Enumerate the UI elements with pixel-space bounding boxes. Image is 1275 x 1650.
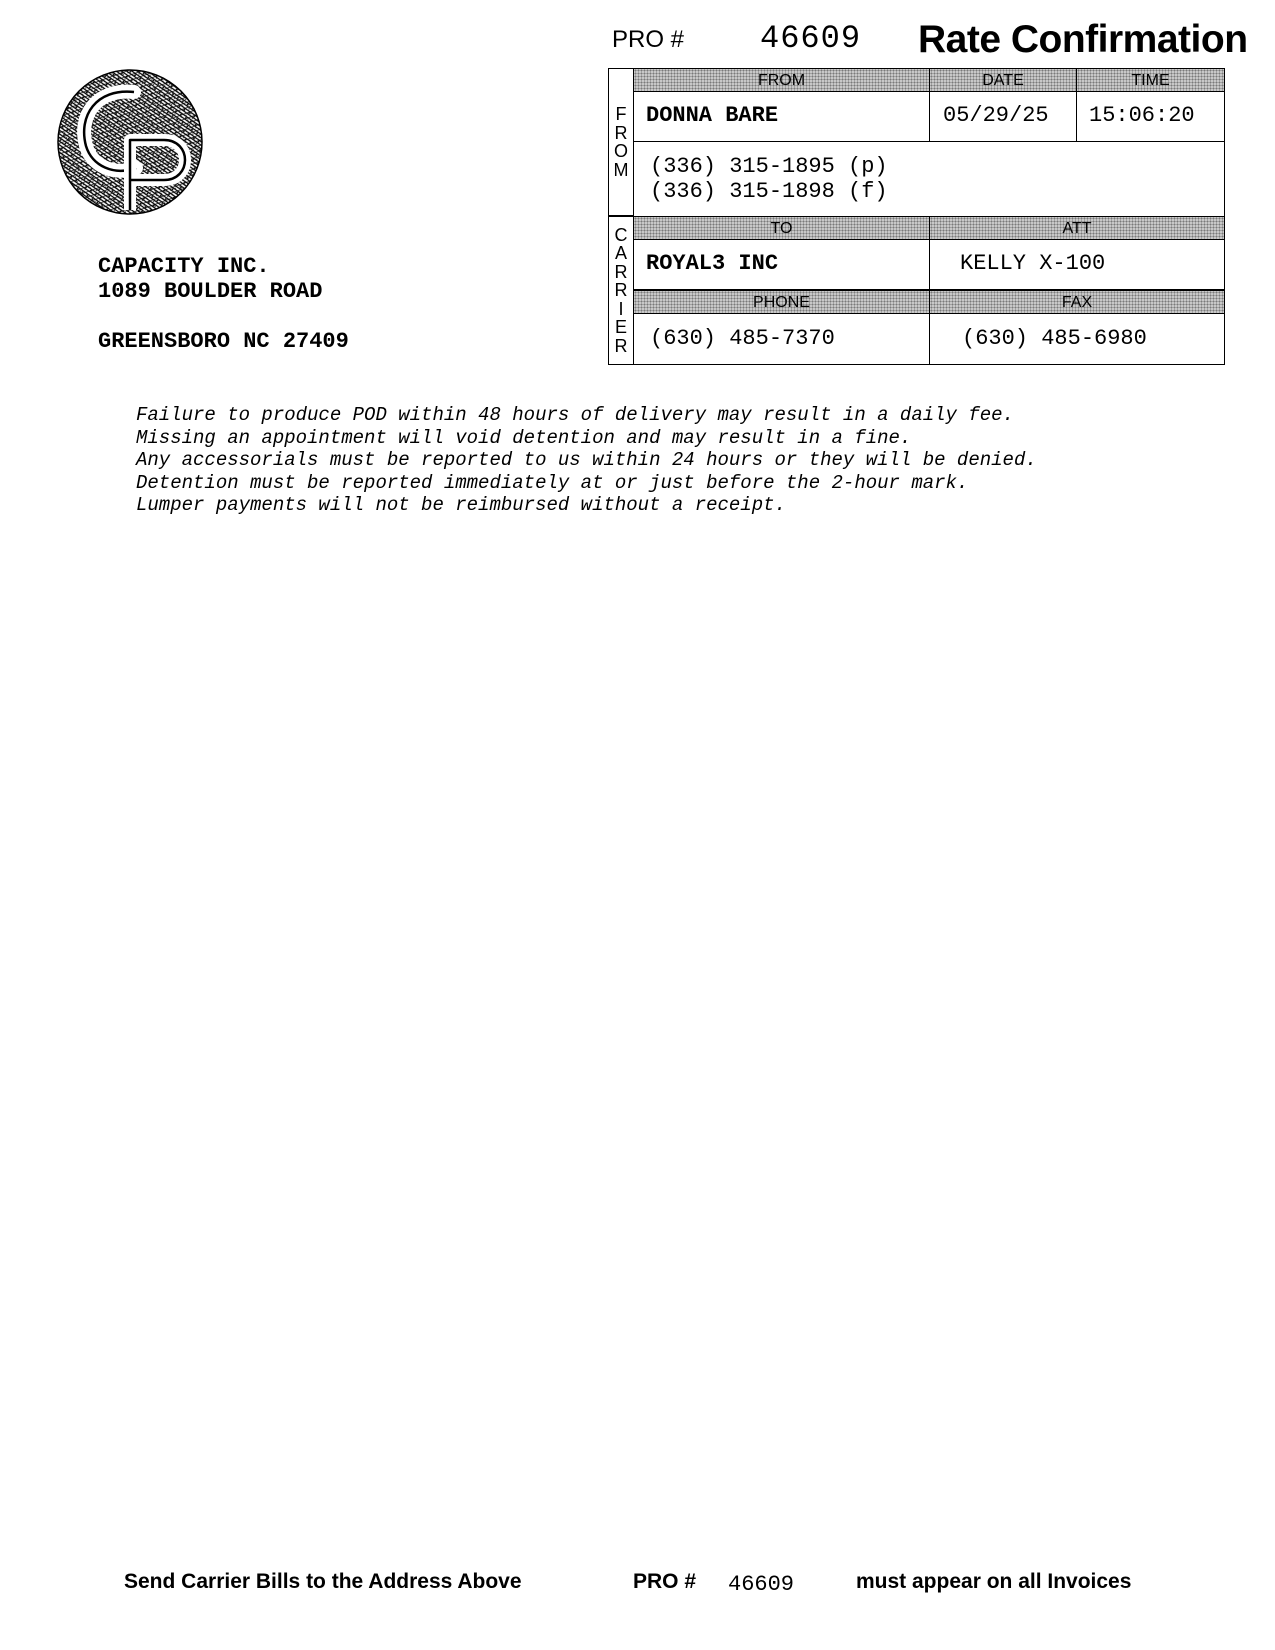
pro-label: PRO # bbox=[612, 26, 685, 53]
company-street: 1089 BOULDER ROAD bbox=[98, 279, 323, 304]
date-value: 05/29/25 bbox=[943, 103, 1049, 128]
side-letter: F bbox=[615, 104, 627, 124]
carrier-side-label bbox=[608, 216, 634, 365]
footer-send-text: Send Carrier Bills to the Address Above bbox=[124, 1570, 522, 1593]
side-letter: M bbox=[613, 159, 629, 180]
carrier-att: KELLY X-100 bbox=[960, 251, 1106, 276]
document-title: Rate Confirmation bbox=[918, 18, 1248, 61]
carrier-name: ROYAL3 INC bbox=[646, 251, 779, 276]
carrier-fax: (630) 485-6980 bbox=[962, 326, 1147, 351]
side-letter: O bbox=[613, 141, 628, 161]
side-letter: C bbox=[614, 224, 628, 245]
side-letter: E bbox=[614, 317, 627, 338]
att-header: ATT bbox=[929, 216, 1225, 240]
date-cell bbox=[929, 91, 1077, 142]
from-contact-cell bbox=[633, 141, 1225, 217]
company-city-state-zip: GREENSBORO NC 27409 bbox=[98, 329, 349, 354]
side-letter: I bbox=[618, 298, 624, 319]
pro-number: 46609 bbox=[760, 20, 862, 57]
side-letter: R bbox=[614, 261, 628, 282]
time-header: TIME bbox=[1076, 68, 1225, 92]
company-address bbox=[98, 254, 349, 354]
side-letter: R bbox=[614, 280, 628, 301]
fax-header: FAX bbox=[929, 290, 1225, 314]
cp-logo-icon bbox=[56, 68, 204, 216]
carrier-fax-cell bbox=[929, 313, 1225, 365]
from-header: FROM bbox=[633, 68, 930, 92]
notice-line: Any accessorials must be reported to us within 24 hours or they will be denied. bbox=[136, 449, 1037, 471]
footer-must-text: must appear on all Invoices bbox=[856, 1570, 1132, 1593]
to-header: TO bbox=[633, 216, 930, 240]
carrier-phone-cell bbox=[633, 313, 930, 365]
carrier-att-cell bbox=[929, 239, 1225, 290]
time-cell bbox=[1076, 91, 1225, 142]
notice-line: Failure to produce POD within 48 hours of delivery may result in a daily fee. bbox=[136, 404, 1014, 426]
from-fax: (336) 315-1898 (f) bbox=[650, 179, 888, 204]
phone-header: PHONE bbox=[633, 290, 930, 314]
from-name-cell bbox=[633, 91, 930, 142]
side-letter: R bbox=[614, 335, 628, 356]
notice-line: Missing an appointment will void detention and may result in a fine. bbox=[136, 426, 912, 449]
carrier-to-cell bbox=[633, 239, 930, 290]
from-phone: (336) 315-1895 (p) bbox=[650, 154, 888, 179]
footer-pro-label: PRO # bbox=[633, 1570, 697, 1593]
company-name: CAPACITY INC. bbox=[98, 254, 270, 279]
side-letter: R bbox=[614, 122, 628, 143]
footer-pro-number: 46609 bbox=[728, 1572, 795, 1597]
from-side-label bbox=[608, 68, 634, 216]
side-letter: A bbox=[614, 243, 627, 264]
carrier-phone: (630) 485-7370 bbox=[650, 326, 835, 351]
notices bbox=[136, 404, 1037, 517]
notice-line: Lumper payments will not be reimbursed without a receipt. bbox=[136, 494, 786, 516]
time-value: 15:06:20 bbox=[1089, 103, 1195, 128]
notice-line: Detention must be reported immediately at or just before the 2-hour mark. bbox=[136, 471, 969, 494]
from-name: DONNA BARE bbox=[646, 103, 779, 128]
date-header: DATE bbox=[929, 68, 1077, 92]
